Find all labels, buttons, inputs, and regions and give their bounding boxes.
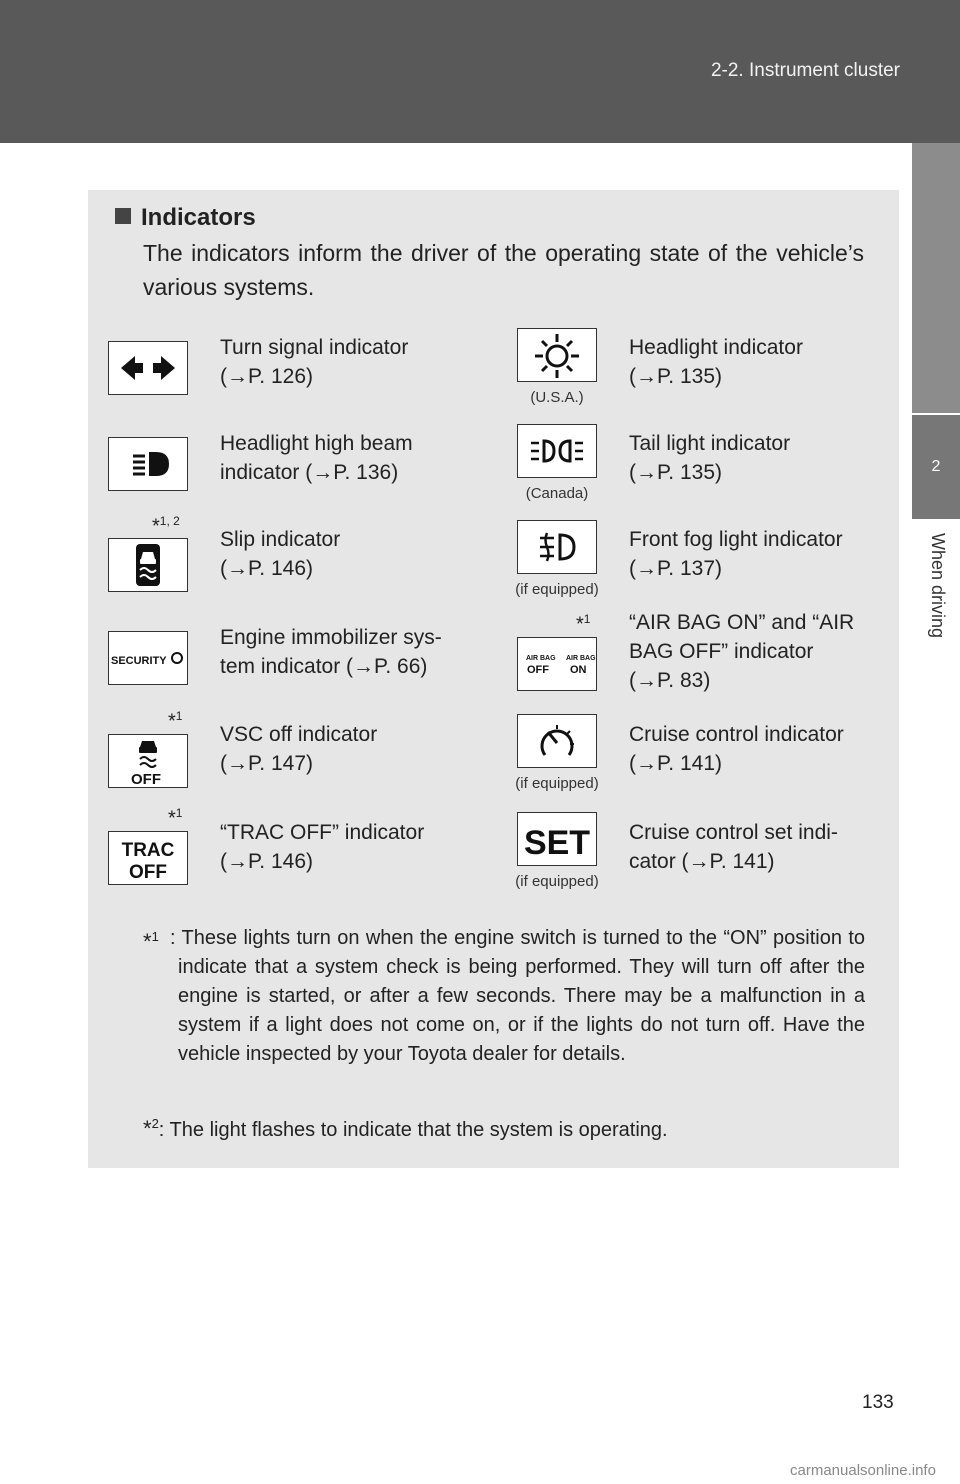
equipment-caption: (if equipped) xyxy=(515,873,599,890)
trac-text: TRAC xyxy=(121,840,175,861)
indicator-text: Headlight high beam indicator (→P. 136) xyxy=(220,432,413,484)
page-number: 133 xyxy=(862,1392,894,1413)
security-icon-text: SECURITY xyxy=(111,655,167,667)
footnote-2-text: : The light flashes to indicate that the system is operating. xyxy=(158,1119,668,1141)
set-text: SET xyxy=(523,824,591,862)
note-mark: *$^1$ xyxy=(576,612,591,636)
watermark: carmanualsonline.info xyxy=(790,1462,936,1479)
tail-light-icon xyxy=(517,424,597,478)
indicator-text: “TRAC OFF” indicator (→P. 146) xyxy=(220,821,425,873)
airbag-label-left: AIR BAG xyxy=(526,655,556,662)
high-beam-icon xyxy=(108,437,188,491)
cruise-set-icon xyxy=(517,812,597,866)
slip-car-icon xyxy=(108,538,188,592)
chapter-number-tab: 2 xyxy=(912,415,960,519)
turn-signal-arrows-icon xyxy=(108,341,188,395)
indicator-text: Turn signal indicator (→P. 126) xyxy=(220,336,409,388)
airbag-off-text: OFF xyxy=(527,664,549,676)
vsc-off-icon xyxy=(108,734,188,788)
trac-off-icon xyxy=(108,831,188,885)
indicator-text: Slip indicator (→P. 146) xyxy=(220,528,341,580)
indicator-text: Front fog light indicator (→P. 137) xyxy=(629,528,843,580)
footnote-number: 2 xyxy=(151,1116,159,1131)
airbag-icon xyxy=(517,637,597,691)
trac-off-text: OFF xyxy=(129,862,167,883)
footnote-1-text-wrap xyxy=(143,924,865,1069)
indicator-text: Cruise control indicator (→P. 141) xyxy=(629,723,844,775)
indicator-text: VSC off indicator (→P. 147) xyxy=(220,723,378,775)
footnote-mark: * xyxy=(143,1116,152,1141)
footnote-number: 1 xyxy=(151,929,159,944)
cruise-control-icon xyxy=(517,714,597,768)
side-tab-upper xyxy=(912,143,960,413)
chapter-label-tab xyxy=(912,519,960,719)
square-bullet-icon xyxy=(115,208,131,224)
section-intro: The indicators inform the driver of the operating state of the vehicle’s various systems. xyxy=(143,240,864,300)
chapter-label: When driving xyxy=(928,533,948,639)
section-title xyxy=(115,204,256,232)
vsc-off-text: OFF xyxy=(131,771,161,787)
airbag-on-text: ON xyxy=(570,664,587,676)
footnote-1-text: : These lights turn on when the engine switch is turned to the “ON” position to indicate that a system check is being performed. They will turn off after the engine is started, or after a few seconds. There may be a malfunction in a system if a light does not come on, or if the lights do not turn off. Have the vehicle inspected by your Toyota dealer for details. xyxy=(170,927,865,1065)
section-title-text: Indicators xyxy=(141,204,256,231)
region-caption: (Canada) xyxy=(525,485,589,502)
front-fog-icon xyxy=(517,520,597,574)
indicator-text: Engine immobilizer sys- tem indicator (→P. 66) xyxy=(220,626,442,678)
equipment-caption: (if equipped) xyxy=(515,581,599,598)
indicator-text: Tail light indicator (→P. 135) xyxy=(629,432,791,484)
equipment-caption: (if equipped) xyxy=(515,775,599,792)
note-mark: *$^1$ xyxy=(168,806,183,830)
region-caption: (U.S.A.) xyxy=(530,389,584,406)
footnote-2 xyxy=(143,1109,865,1145)
breadcrumb: 2-2. Instrument cluster xyxy=(710,60,900,81)
indicator-text: “AIR BAG ON” and “AIR BAG OFF” indicator (→P. 83) xyxy=(629,611,855,692)
security-icon xyxy=(108,631,188,685)
note-mark: *$^1$ xyxy=(168,709,183,733)
note-mark: *$^{1, 2}$ xyxy=(152,514,180,538)
footnote-mark: * xyxy=(143,929,152,954)
indicator-text: Cruise control set indi- cator (→P. 141) xyxy=(629,821,838,873)
headlight-sun-icon xyxy=(517,328,597,382)
indicator-text: Headlight indicator (→P. 135) xyxy=(629,336,803,388)
airbag-label-right: AIR BAG xyxy=(566,655,596,662)
